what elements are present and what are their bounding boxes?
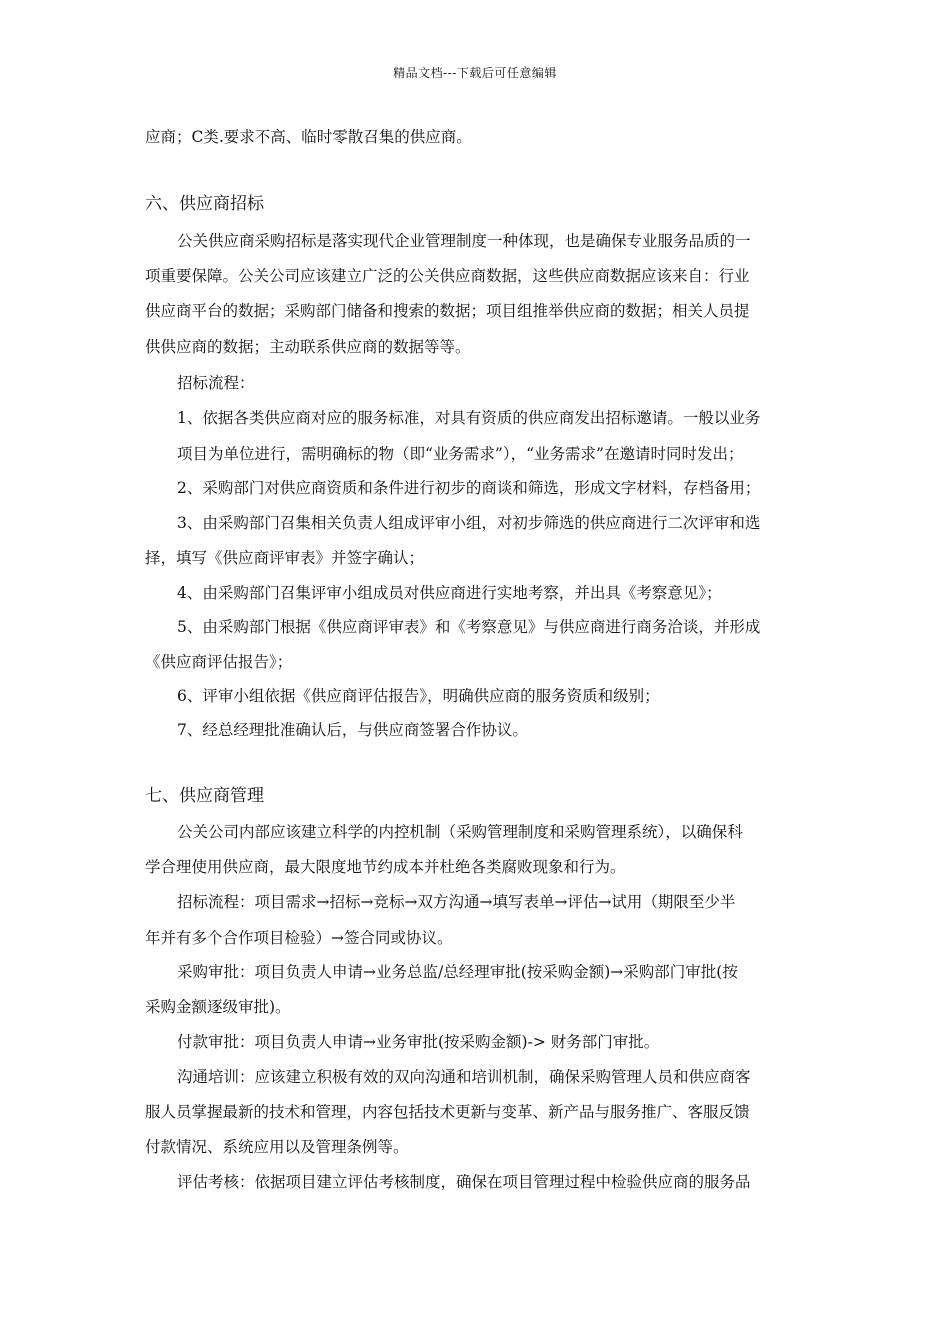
section-heading-6: 六、供应商招标 — [145, 194, 264, 214]
paragraph-line: 招标流程： — [177, 374, 255, 392]
list-item: 项目为单位进行，需明确标的物（即“业务需求”），“业务需求”在邀请时同时发出； — [177, 445, 744, 463]
list-item: 择，填写《供应商评审表》并签字确认； — [145, 549, 425, 567]
list-item: 3、由采购部门召集相关负责人组成评审小组，对初步筛选的供应商进行二次评审和选 — [177, 514, 761, 532]
paragraph-line: 采购审批：项目负责人申请→业务总监/总经理审批(按采购金额)→采购部门审批(按 — [177, 963, 738, 981]
list-item: 1、依据各类供应商对应的服务标准，对具有资质的供应商发出招标邀请。一般以业务 — [177, 409, 761, 427]
paragraph-line: 供供应商的数据；主动联系供应商的数据等等。 — [145, 338, 471, 356]
paragraph-line: 付款审批：项目负责人申请→业务审批(按采购金额)-> 财务部门审批。 — [177, 1033, 660, 1051]
paragraph-line: 公关公司内部应该建立科学的内控机制（采购管理制度和采购管理系统），以确保科 — [177, 823, 743, 841]
paragraph-line: 供应商平台的数据；采购部门储备和搜索的数据；项目组推举供应商的数据；相关人员提 — [145, 302, 750, 320]
paragraph-line: 付款情况、系统应用以及管理条例等。 — [145, 1138, 409, 1156]
paragraph-line: 项重要保障。公关公司应该建立广泛的公关供应商数据，这些供应商数据应该来自：行业 — [145, 267, 750, 285]
paragraph-line: 公关供应商采购招标是落实现代企业管理制度一种体现，也是确保专业服务品质的一 — [177, 232, 751, 250]
section-heading-7: 七、供应商管理 — [145, 786, 264, 806]
list-item: 4、由采购部门召集评审小组成员对供应商进行实地考察，并出具《考察意见》； — [177, 584, 722, 602]
body-text-line: 应商；C类.要求不高、临时零散召集的供应商。 — [145, 128, 472, 146]
paragraph-line: 沟通培训：应该建立积极有效的双向沟通和培训机制，确保采购管理人员和供应商客 — [177, 1068, 751, 1086]
paragraph-line: 招标流程：项目需求→招标→竞标→双方沟通→填写表单→评估→试用（期限至少半 — [177, 893, 736, 911]
list-item: 6、评审小组依据《供应商评估报告》，明确供应商的服务资质和级别； — [177, 687, 660, 705]
list-item: 2、采购部门对供应商资质和条件进行初步的商谈和筛选，形成文字材料，存档备用； — [177, 479, 761, 497]
list-item: 7、经总经理批准确认后，与供应商签署合作协议。 — [177, 721, 528, 739]
list-item: 《供应商评估报告》； — [145, 653, 293, 671]
paragraph-line: 年并有多个合作项目检验）→签合同或协议。 — [145, 929, 453, 947]
list-item: 5、由采购部门根据《供应商评审表》和《考察意见》与供应商进行商务洽谈，并形成 — [177, 618, 761, 636]
paragraph-line: 服人员掌握最新的技术和管理，内容包括技术更新与变革、新产品与服务推广、客服反馈 — [145, 1103, 750, 1121]
paragraph-line: 评估考核：依据项目建立评估考核制度，确保在项目管理过程中检验供应商的服务品 — [177, 1173, 751, 1191]
paragraph-line: 学合理使用供应商，最大限度地节约成本并杜绝各类腐败现象和行为。 — [145, 858, 626, 876]
paragraph-line: 采购金额逐级审批)。 — [145, 998, 291, 1016]
page-header: 精品文档---下载后可任意编辑 — [393, 66, 557, 80]
